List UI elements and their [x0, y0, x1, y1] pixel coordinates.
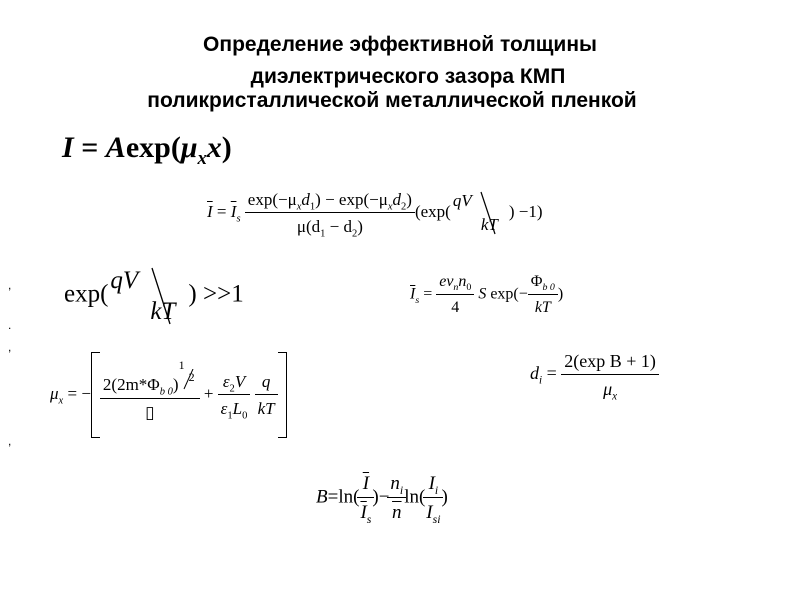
margin-mark: , [8, 434, 12, 448]
formula-current-thickness: $\overline{I} = \overline{I}_s$ $\frac{\exp(-\mu_xd_1) - \exp(-\mu_xd_2)}{\mu(d_1 - d_2)}$ (exp( qV kT ) −1) [207, 190, 543, 240]
formula-saturation-current: $\overline{I}_s$ = $\frac{e\nu_nn_0}{4}$ S exp(− $\frac{\Phi_{b 0}}{kT}$ ) [410, 273, 564, 316]
margin-mark: , [8, 340, 12, 354]
formula-attenuation-coefficient: $\mu_x$ = − $2(2m*\Phi_{b 0})$ $^{1 2}$ ▯ + $\frac{\varepsilon_2V}{\varepsilon_1L_0}$ $\frac{q}{kT}$ [50, 352, 287, 438]
margin-mark: . [8, 318, 12, 332]
formula-effective-thickness: $d_i$ = $\frac{\text{2(exp B + 1)}}{\mu_x}$ [530, 352, 659, 398]
title-line-3: поликристаллической металлической пленкой [147, 89, 637, 112]
margin-mark: , [8, 278, 12, 292]
formula-current-exp: $I = Aexp(\mu_xx)$ [62, 131, 232, 169]
title-line-2: диэлектрического зазора КМП [250, 65, 566, 88]
title-line-1: Определение эффективной толщины [203, 33, 597, 56]
formula-exp-condition: exp( qV kT ) >>1 [64, 267, 244, 325]
formula-parameter-b: B=ln( $\frac{\overline{I}}{\overline{I}_s}$ )− $\frac{n_i}{n}$ ln( $\frac{I_i}{I_{si}}$ ) [316, 473, 448, 526]
